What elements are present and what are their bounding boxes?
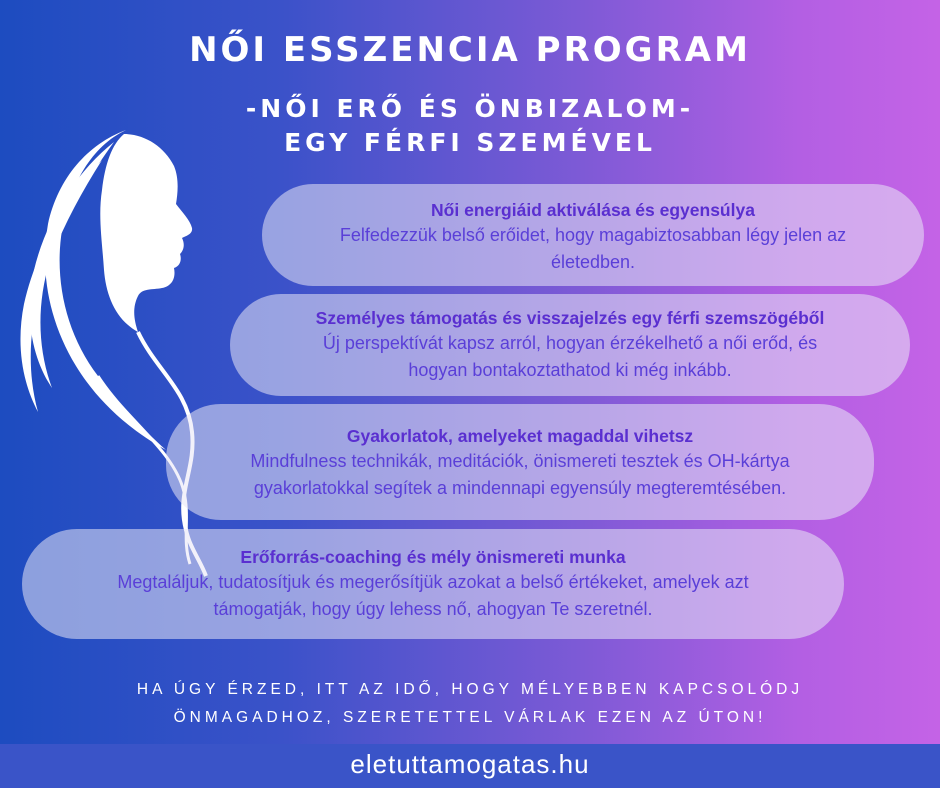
footer-bar — [0, 744, 940, 788]
feature-text-line: Felfedezzük belső erőidet, hogy magabiztosabban légy jelen az — [339, 225, 847, 245]
feature-text-line: életedben. — [550, 252, 636, 272]
feature-card-coaching — [22, 529, 844, 639]
feature-text-line: hogyan bontakoztathatod ki még inkább. — [408, 360, 732, 380]
feature-heading: Gyakorlatok, amelyeket magaddal vihetsz — [346, 426, 694, 446]
feature-card-exercises — [166, 404, 874, 520]
feature-text-line: Mindfulness technikák, meditációk, önismereti tesztek és OH-kártya — [250, 451, 790, 471]
feature-text-line: támogatják, hogy úgy lehess nő, ahogyan Te szeretnél. — [213, 599, 653, 619]
page-title: NŐI ESSZENCIA PROGRAM — [189, 30, 751, 70]
feature-text-line: Új perspektívát kapsz arról, hogyan érzékelhető a női erőd, és — [322, 333, 818, 353]
subtitle-line-2: EGY FÉRFI SZEMÉVEL — [284, 128, 656, 157]
call-to-action — [0, 676, 940, 732]
feature-card-support — [230, 294, 910, 396]
feature-heading: Személyes támogatás és visszajelzés egy férfi szemszögéből — [315, 308, 825, 328]
cta-line-2: ÖNMAGADHOZ, SZERETETTEL VÁRLAK EZEN AZ ÚTON! — [173, 709, 767, 726]
feature-text-line: Megtaláljuk, tudatosítjuk és megerősítjük azokat a belső értékeket, amelyek azt — [117, 572, 749, 592]
cta-line-1: HA ÚGY ÉRZED, ITT AZ IDŐ, HOGY MÉLYEBBEN KAPCSOLÓDJ — [136, 681, 804, 698]
feature-heading: Női energiáid aktiválása és egyensúlya — [431, 200, 755, 220]
subtitle-line-1: -NŐI ERŐ ÉS ÖNBIZALOM- — [245, 94, 695, 123]
feature-card-energy — [262, 184, 924, 286]
website-link[interactable]: eletuttamogatas.hu — [350, 749, 590, 779]
feature-heading: Erőforrás-coaching és mély önismereti munka — [240, 547, 626, 567]
feature-text-line: gyakorlatokkal segítek a mindennapi egyensúly megteremtésében. — [253, 478, 787, 498]
